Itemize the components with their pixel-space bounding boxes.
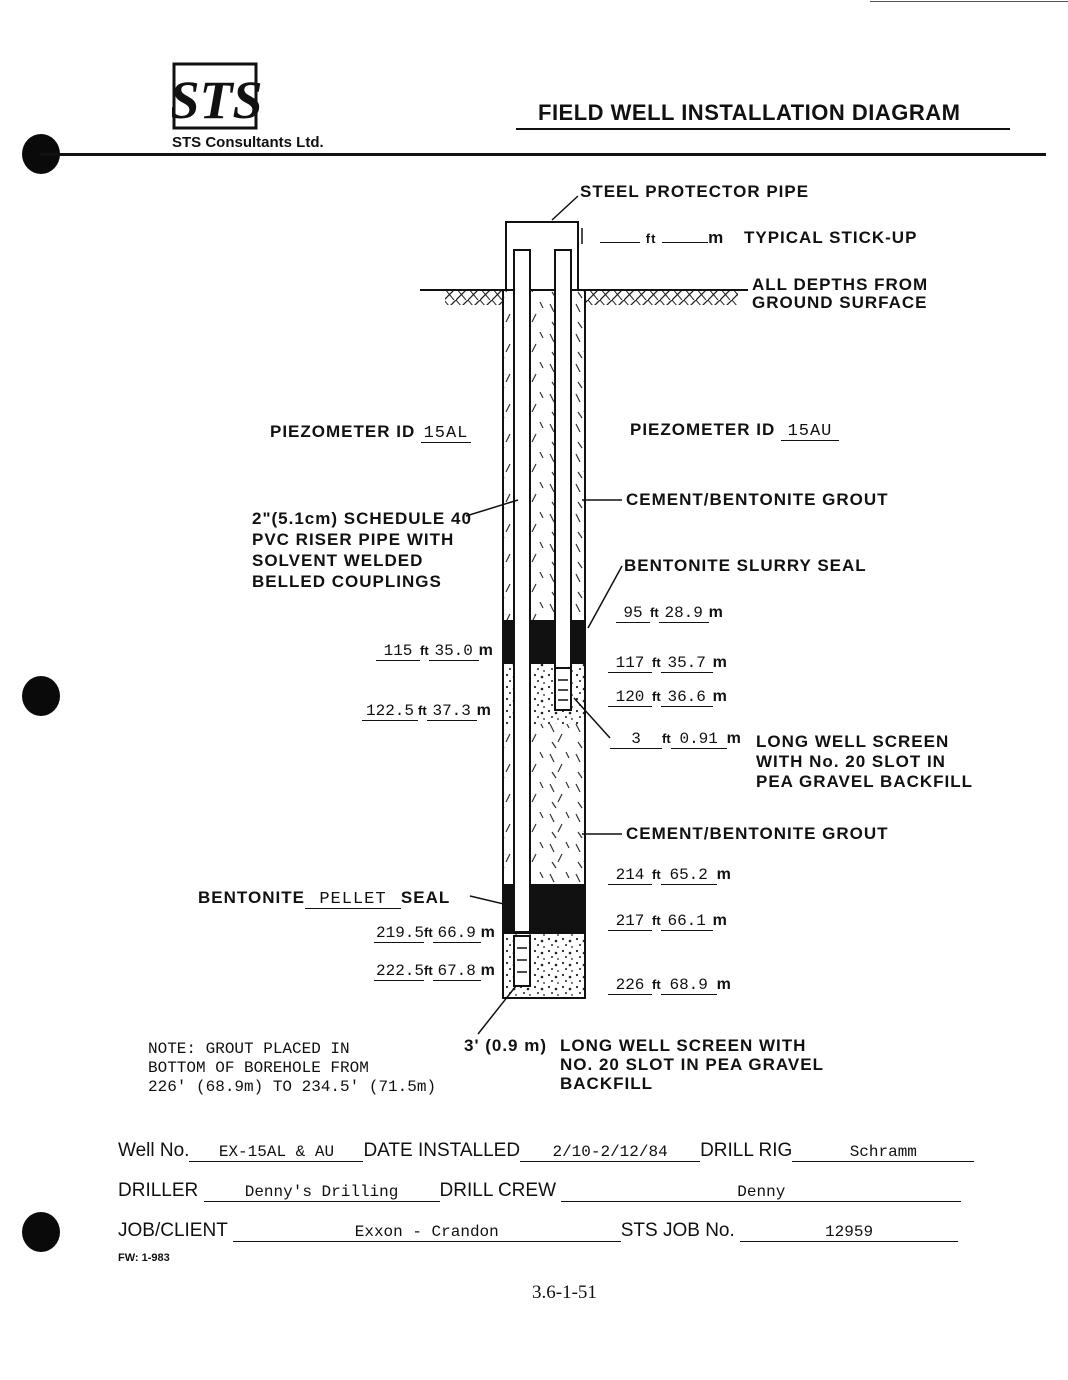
well-screen-15al — [514, 936, 530, 986]
grout-lower-label: CEMENT/BENTONITE GROUT — [626, 824, 889, 843]
well-no-value: EX-15AL & AU — [189, 1143, 363, 1162]
drill-crew-value: Denny — [561, 1183, 961, 1202]
stickup-callout — [600, 228, 917, 248]
pellet-word: PELLET — [305, 891, 401, 909]
depth-122-5-m: 37.3 — [427, 703, 477, 721]
steel-protector-label: STEEL PROTECTOR PIPE — [580, 182, 810, 201]
driller-label: DRILLER — [118, 1180, 199, 1201]
unit-m: m — [480, 924, 495, 941]
depth-note-line-1: ALL DEPTHS FROM — [752, 275, 929, 294]
drill-rig-label: DRILL RIG — [700, 1140, 793, 1161]
screen-lower-line-2: NO. 20 SLOT IN PEA GRAVEL — [560, 1055, 824, 1074]
unit-m: m — [476, 702, 491, 719]
leader-steel-pipe — [552, 196, 578, 220]
page-title: FIELD WELL INSTALLATION DIAGRAM — [538, 100, 961, 125]
depth-226-ft: 226 — [608, 977, 652, 995]
unit-ft: ft — [418, 703, 427, 718]
depth-115-ft: 115 — [376, 643, 420, 661]
unit-ft: ft — [652, 913, 661, 928]
unit-m: m — [726, 730, 741, 747]
piezometer-right-id: 15AU — [781, 423, 839, 441]
screen-lower-line-3: BACKFILL — [560, 1074, 653, 1093]
screen-length-ft: 3 — [610, 731, 662, 749]
unit-m: m — [708, 228, 725, 247]
depth-95 — [616, 604, 723, 623]
unit-m: m — [712, 688, 727, 705]
job-client-value: Exxon - Crandon — [233, 1223, 621, 1242]
slurry-seal-label: BENTONITE SLURRY SEAL — [624, 556, 867, 575]
unit-ft: ft — [645, 231, 657, 246]
unit-m: m — [480, 962, 495, 979]
depth-120-ft: 120 — [608, 689, 652, 707]
depth-226 — [608, 976, 731, 995]
grout-note — [148, 1040, 436, 1097]
depth-222-5-m: 67.8 — [433, 963, 481, 981]
depth-226-m: 68.9 — [661, 977, 717, 995]
form-row-job — [118, 1220, 958, 1242]
note-line-3: 226' (68.9m) TO 234.5' (71.5m) — [148, 1078, 437, 1096]
form-row-well — [118, 1140, 974, 1162]
depth-222-5 — [374, 962, 495, 981]
depth-117-ft: 117 — [608, 655, 652, 673]
depth-219-5-m: 66.9 — [433, 925, 481, 943]
piezometer-left-label: PIEZOMETER ID — [270, 422, 416, 441]
unit-ft: ft — [652, 689, 661, 704]
screen-lower-line-1: LONG WELL SCREEN WITH — [560, 1036, 807, 1055]
drill-crew-label: DRILL CREW — [439, 1180, 557, 1201]
form-row-driller — [118, 1180, 961, 1202]
riser-pipe-description — [252, 508, 472, 592]
depth-214 — [608, 866, 731, 885]
leader-screen-lower — [478, 986, 516, 1034]
depth-reference-note — [752, 276, 928, 312]
svg-text:STS: STS — [172, 70, 262, 130]
unit-ft: ft — [652, 867, 661, 882]
pellet-suffix: SEAL — [400, 888, 451, 907]
depth-214-ft: 214 — [608, 867, 652, 885]
screen-upper-line-3: PEA GRAVEL BACKFILL — [756, 772, 974, 791]
stickup-ft-value — [600, 242, 640, 243]
depth-222-5-ft: 222.5 — [376, 962, 425, 980]
pellet-seal-label — [198, 888, 450, 909]
pellet-prefix: BENTONITE — [198, 888, 305, 907]
depth-217 — [608, 912, 727, 931]
screen-upper-line-2: WITH No. 20 SLOT IN — [756, 752, 946, 771]
unit-m: m — [478, 642, 493, 659]
riser-pipe-15au — [555, 250, 571, 668]
stickup-label: TYPICAL STICK-UP — [744, 228, 918, 247]
riser-line-1: 2"(5.1cm) SCHEDULE 40 — [252, 509, 472, 528]
ground-hatch-left — [445, 291, 503, 305]
date-installed-label: DATE INSTALLED — [363, 1140, 521, 1161]
depth-217-m: 66.1 — [661, 913, 713, 931]
unit-ft: ft — [652, 977, 661, 992]
depth-219-5 — [374, 924, 495, 943]
stickup-m-value — [662, 242, 708, 243]
riser-line-3: SOLVENT WELDED — [252, 551, 424, 570]
unit-ft: ft — [420, 643, 429, 658]
depth-115-m: 35.0 — [429, 643, 479, 661]
depth-214-m: 65.2 — [661, 867, 717, 885]
depth-122-5-ft: 122.5 — [362, 703, 418, 721]
piezometer-right — [630, 420, 839, 441]
sts-job-label: STS JOB No. — [620, 1220, 735, 1241]
depth-217-ft: 217 — [608, 913, 652, 931]
depth-95-m: 28.9 — [659, 605, 709, 623]
driller-value: Denny's Drilling — [204, 1183, 440, 1202]
well-screen-15au — [555, 668, 571, 710]
unit-ft: ft — [650, 605, 659, 620]
piezometer-left-id: 15AL — [421, 425, 471, 443]
unit-m: m — [716, 976, 731, 993]
unit-m: m — [716, 866, 731, 883]
unit-ft: ft — [424, 925, 433, 940]
unit-m: m — [708, 604, 723, 621]
depth-120 — [608, 688, 727, 707]
well-no-label: Well No. — [118, 1140, 190, 1161]
unit-m: m — [712, 654, 727, 671]
screen-lower-length: 3' (0.9 m) — [464, 1036, 548, 1055]
unit-m: m — [712, 912, 727, 929]
screen-upper-line-1: LONG WELL SCREEN — [756, 732, 950, 751]
ground-hatch-right — [586, 291, 738, 305]
note-line-2: BOTTOM OF BOREHOLE FROM — [148, 1059, 369, 1077]
depth-115 — [376, 642, 493, 661]
riser-line-4: BELLED COUPLINGS — [252, 572, 442, 591]
screen-lower-description — [560, 1036, 824, 1093]
riser-pipe-15al — [514, 250, 530, 932]
unit-ft: ft — [662, 731, 671, 746]
riser-line-2: PVC RISER PIPE WITH — [252, 530, 455, 549]
note-line-1: NOTE: GROUT PLACED IN — [148, 1040, 350, 1058]
grout-upper-label: CEMENT/BENTONITE GROUT — [626, 490, 889, 509]
depth-120-m: 36.6 — [661, 689, 713, 707]
screen-length-m: 0.91 — [671, 731, 727, 749]
depth-95-ft: 95 — [616, 605, 650, 623]
piezometer-left — [270, 422, 471, 443]
depth-note-line-2: GROUND SURFACE — [752, 293, 928, 312]
depth-219-5-ft: 219.5 — [376, 924, 425, 942]
unit-ft: ft — [424, 963, 433, 978]
date-installed-value: 2/10-2/12/84 — [520, 1143, 700, 1162]
unit-ft: ft — [652, 655, 661, 670]
drill-rig-value: Schramm — [792, 1143, 974, 1162]
depth-117 — [608, 654, 727, 673]
company-name: STS Consultants Ltd. — [172, 134, 324, 151]
depth-122-5 — [362, 702, 491, 721]
screen-length-upper — [610, 730, 741, 749]
sts-job-value: 12959 — [740, 1223, 958, 1242]
form-code: FW: 1-983 — [118, 1252, 170, 1264]
page-number: 3.6-1-51 — [532, 1282, 597, 1303]
job-client-label: JOB/CLIENT — [118, 1220, 228, 1241]
piezometer-right-label: PIEZOMETER ID — [630, 420, 776, 439]
screen-upper-description — [756, 732, 973, 792]
depth-117-m: 35.7 — [661, 655, 713, 673]
